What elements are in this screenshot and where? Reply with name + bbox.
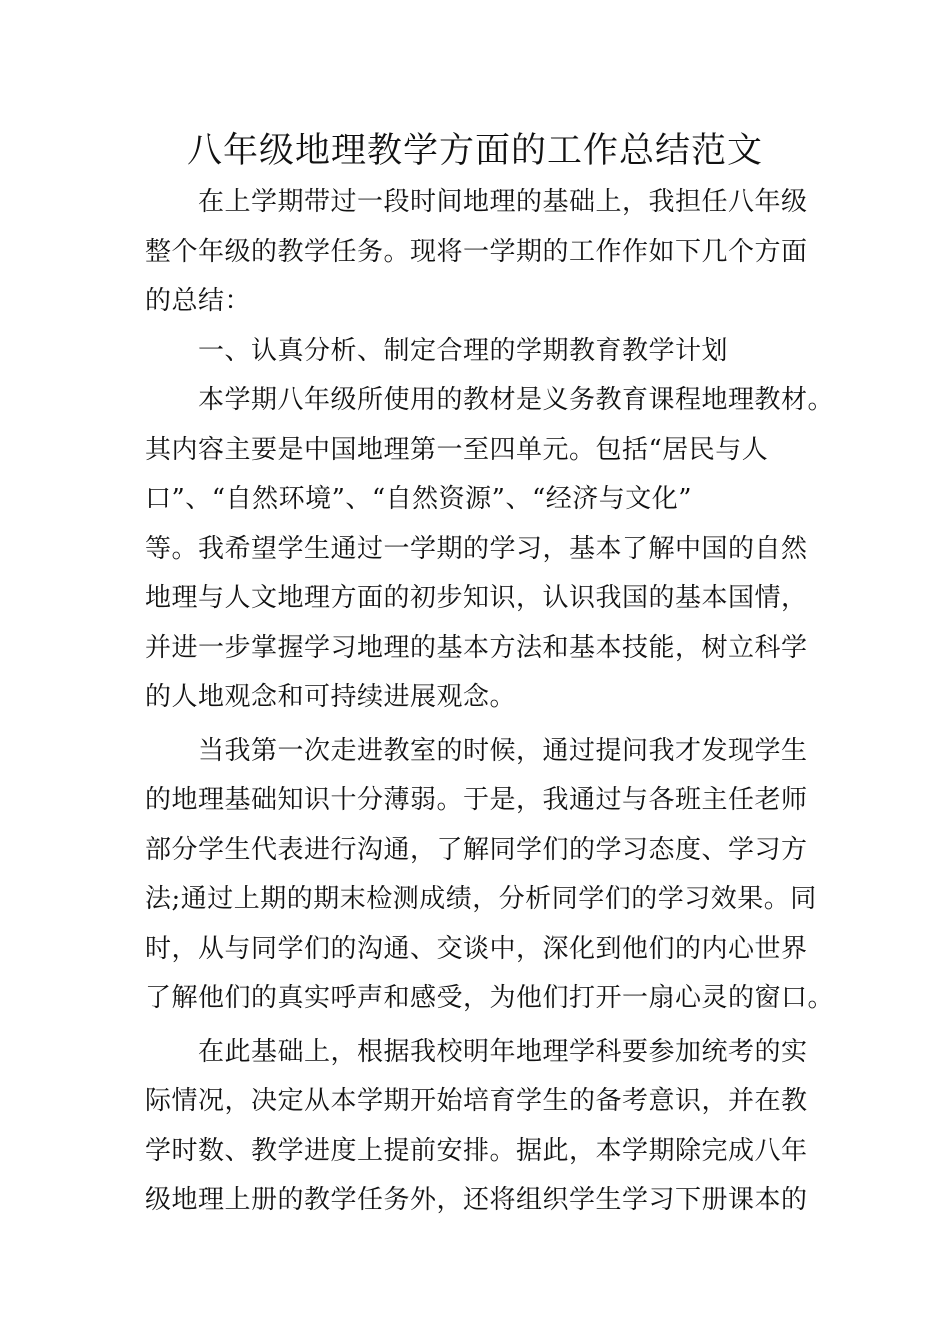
text-line: 其内容主要是中国地理第一至四单元。包括“居民与人 [145,434,769,465]
text-line: 级地理上册的教学任务外，还将组织学生学习下册课本的 [145,1185,808,1215]
text-line: 的总结： [145,286,252,316]
text-line: 的地理基础知识十分薄弱。于是，我通过与各班主任老师 [145,785,808,815]
text-line: 本学期八年级所使用的教材是义务教育课程地理教材。 [198,385,835,415]
document-title: 八年级地理教学方面的工作总结范文 [186,131,763,171]
text-line: 并进一步掌握学习地理的基本方法和基本技能，树立科学 [145,632,808,663]
text-line: 口”、“自然环境”、“自然资源”、“经济与文化” [145,484,693,514]
text-line: 了解他们的真实呼声和感受，为他们打开一扇心灵的窗口。 [145,983,835,1013]
text-line: 法;通过上期的期末检测成绩，分析同学们的学习效果。同 [145,884,817,914]
text-line: 学时数、教学进度上提前安排。据此，本学期除完成八年 [145,1135,808,1166]
text-line: 际情况，决定从本学期开始培育学生的备考意识，并在教 [145,1086,808,1116]
text-line: 当我第一次走进教室的时候，通过提问我才发现学生 [198,735,808,766]
text-line: 整个年级的教学任务。现将一学期的工作作如下几个方面 [145,236,808,267]
text-line: 等。我希望学生通过一学期的学习，基本了解中国的自然 [145,533,808,564]
text-line: 的人地观念和可持续进展观念。 [145,682,517,712]
text-line: 在上学期带过一段时间地理的基础上，我担任八年级 [198,187,808,217]
text-line: 部分学生代表进行沟通，了解同学们的学习态度、学习方 [145,834,808,865]
text-line: 地理与人文地理方面的初步知识，认识我国的基本国情， [145,583,808,613]
text-line: 时，从与同学们的沟通、交谈中，深化到他们的内心世界 [145,933,808,964]
document-body [145,178,835,1226]
text-line: 在此基础上，根据我校明年地理学科要参加统考的实 [198,1036,808,1067]
section-heading: 一、认真分析、制定合理的学期教育教学计划 [198,335,729,366]
